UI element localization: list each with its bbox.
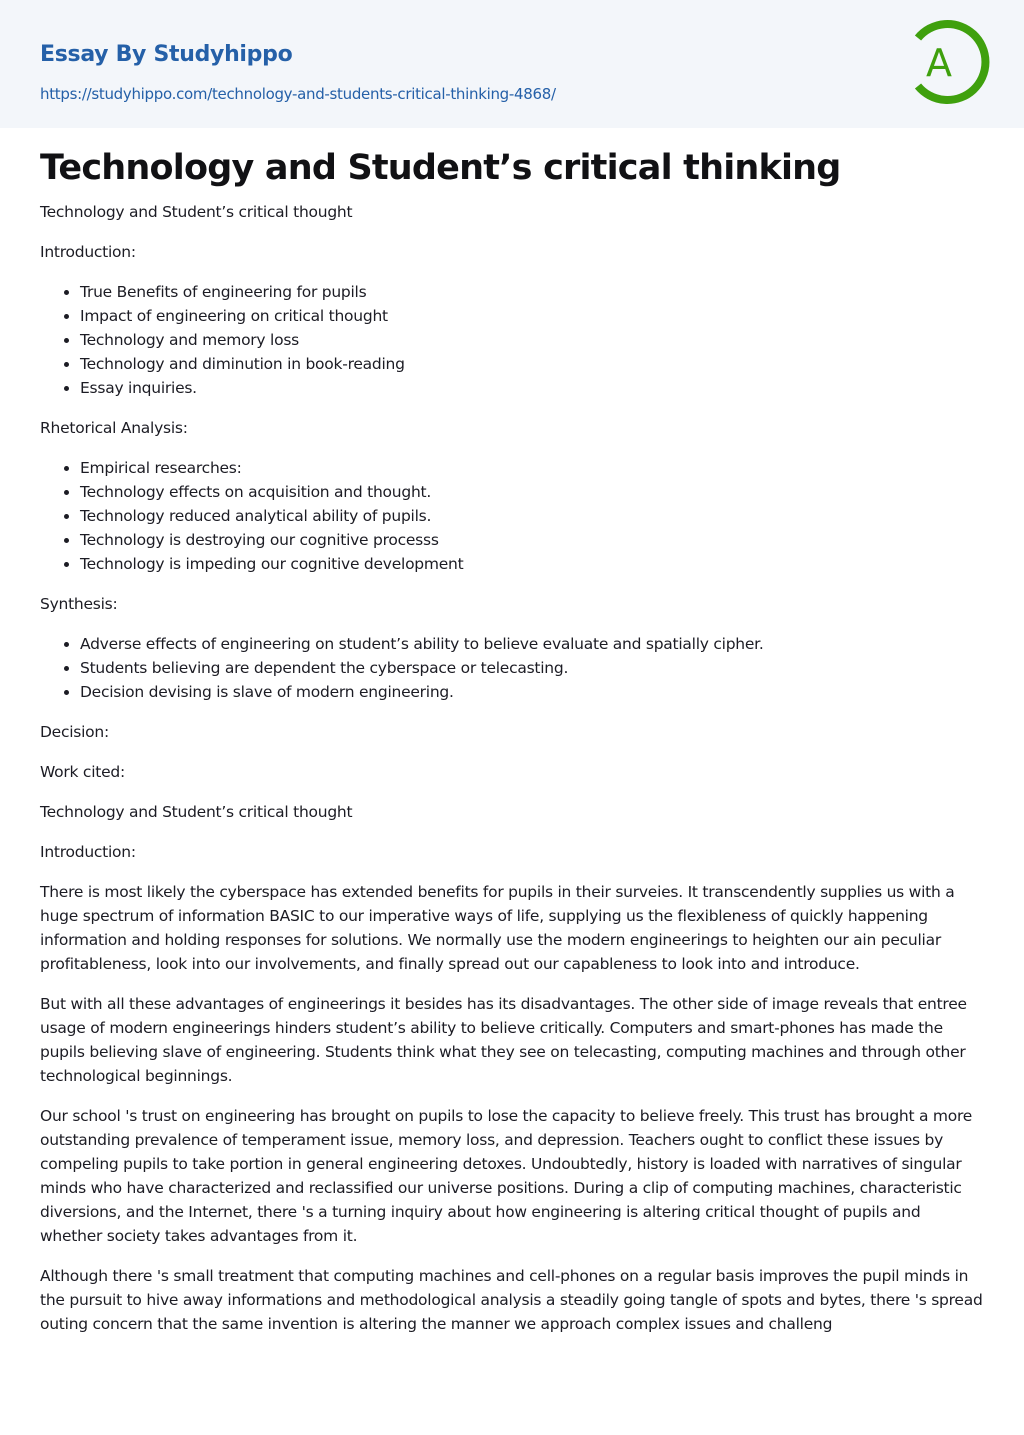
outline-introduction-label: Introduction: [40, 243, 136, 261]
essay-content [0, 128, 1024, 1336]
site-header [0, 0, 1024, 128]
body-paragraph: Although there 's small treatment that computing machines and cell-phones on a regular basis improves the pupil minds in the pursuit to hive away informations and methodological analysis a steadily going tangle of spots and bytes, there 's spread outing concern that the same invention is altering the manner we approach complex issues and challeng [40, 1267, 983, 1333]
list-item: • Students believing are dependent the cyberspace or telecasting. [80, 656, 984, 680]
body-paragraph: There is most likely the cyberspace has extended benefits for pupils in their surveies. It transcendently supplies us with a huge spectrum of information BASIC to our imperative ways of life, supplying us the flexibleness of quickly happening information and holding responses for solutions. We normally use the modern engineerings to heighten our ain peculiar profitableness, look into our involvements, and finally spread out our capableness to look into and introduce. [40, 883, 955, 973]
list-item: • Technology and diminution in book-reading [80, 352, 984, 376]
brand-title: Essay By Studyhippo [40, 42, 293, 67]
decision-label: Decision: [40, 723, 109, 741]
list-item: • Technology is impeding our cognitive development [80, 552, 984, 576]
list-item: • Empirical researches: [80, 456, 984, 480]
list-item: • Decision devising is slave of modern engineering. [80, 680, 984, 704]
list-item: • Technology reduced analytical ability of pupils. [80, 504, 984, 528]
body-introduction-label: Introduction: [40, 843, 136, 861]
synthesis-label: Synthesis: [40, 595, 118, 613]
body-paragraph: But with all these advantages of engineerings it besides has its disadvantages. The other side of image reveals that entree usage of modern engineerings hinders student’s ability to believe critically. Computers and smart-phones has made the pupils believing slave of engineering. Students think what they see on telecasting, computing machines and through other technological beginnings. [40, 995, 967, 1085]
list-item: • Technology and memory loss [80, 328, 984, 352]
logo-letter: A [926, 41, 952, 85]
page-title: Technology and Student’s critical thinking [40, 148, 841, 188]
rhetorical-analysis-label: Rhetorical Analysis: [40, 419, 188, 437]
body-subtitle: Technology and Student’s critical thought [40, 803, 353, 821]
synthesis-list [40, 632, 984, 704]
list-item: • Technology is destroying our cognitive processs [80, 528, 984, 552]
rhetorical-list [40, 456, 984, 576]
list-item: • Essay inquiries. [80, 376, 984, 400]
studyhippo-logo-icon[interactable] [906, 18, 990, 106]
work-cited-label: Work cited: [40, 763, 125, 781]
essay-url-link[interactable]: https://studyhippo.com/technology-and-students-critical-thinking-4868/ [40, 85, 556, 103]
introduction-list [40, 280, 984, 400]
outline-subtitle: Technology and Student’s critical thought [40, 203, 353, 221]
list-item: • Impact of engineering on critical thought [80, 304, 984, 328]
body-paragraph: Our school 's trust on engineering has brought on pupils to lose the capacity to believe freely. This trust has brought a more outstanding prevalence of temperament issue, memory loss, and depression. Teachers ought to conflict these issues by compeling pupils to take portion in general engineering detoxes. Undoubtedly, history is loaded with narratives of singular minds who have characterized and reclassified our universe positions. During a clip of computing machines, characteristic diversions, and the Internet, there 's a turning inquiry about how engineering is altering critical thought of pupils and whether society takes advantages from it. [40, 1107, 973, 1245]
list-item: • Technology effects on acquisition and thought. [80, 480, 984, 504]
list-item: • True Benefits of engineering for pupils [80, 280, 984, 304]
list-item: • Adverse effects of engineering on student’s ability to believe evaluate and spatially cipher. [80, 632, 984, 656]
